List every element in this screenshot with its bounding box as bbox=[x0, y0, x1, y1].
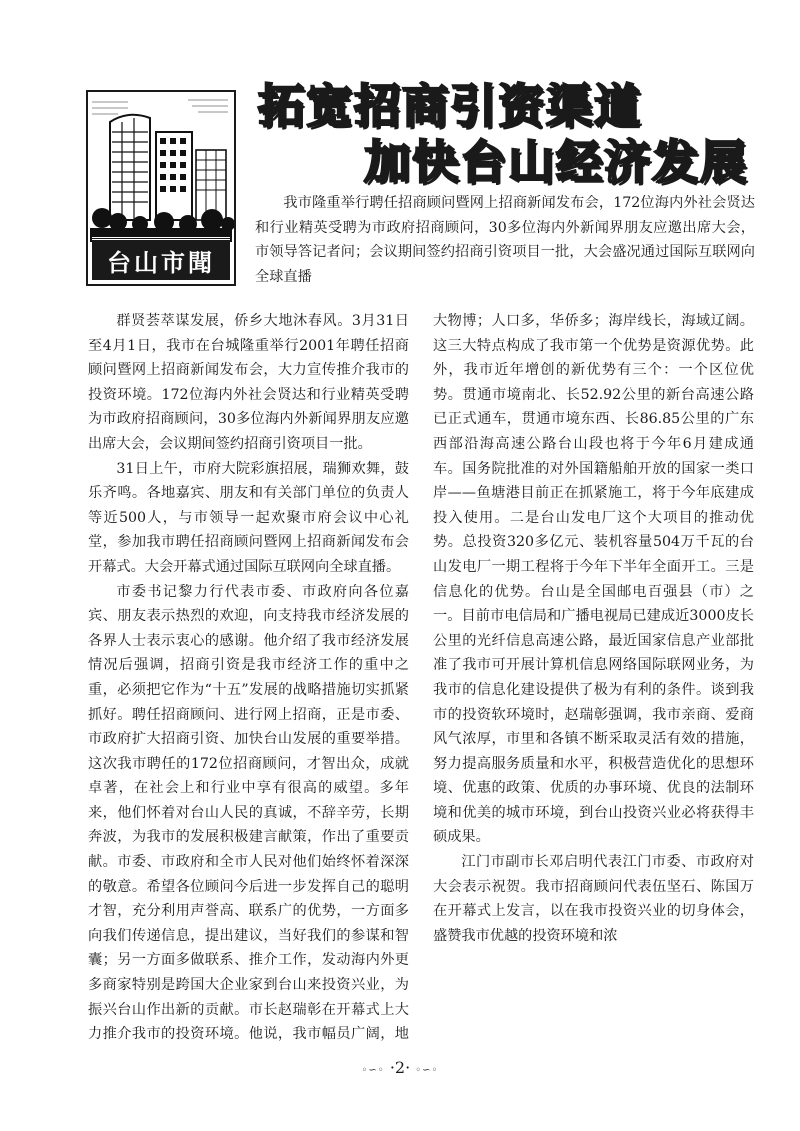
logo-label: 台山市聞 bbox=[92, 237, 230, 280]
page-ornament: ◦∽◦ bbox=[361, 1065, 385, 1076]
body-paragraph: 群贤荟萃谋发展，侨乡大地沐春风。3月31日至4月1日，我市在台城隆重举行2001年聘任招商顾问暨网上招商新闻发布会，大力宣传推介我市的投资环境。172位海内外社会贤达和行业精英受聘为市政府招商顾问，30多位海内外新闻界朋友应邀出席大会，会议期间签约招商引资项目一批。 bbox=[88, 313, 409, 452]
masthead-logo bbox=[86, 90, 236, 286]
article-body bbox=[88, 309, 754, 1061]
lead-paragraph: 我市隆重举行聘任招商顾问暨网上招商新闻发布会，172位海内外社会贤达和行业精英受聘为市政府招商顾问，30多位海内外新闻界朋友应邀出席大会，市领导答记者问；会议期间签约招商引资项目一批，大会盛况通过国际互联网向全球直播 bbox=[255, 195, 755, 285]
headline-line-1: 拓宽招商引资渠道 bbox=[258, 79, 642, 133]
body-paragraph: 31日上午，市府大院彩旗招展，瑞狮欢舞，鼓乐齐鸣。各地嘉宾、朋友和有关部门单位的负责人等近500人，与市领导一起欢聚市府会议中心礼堂，参加我市聘任招商顾问暨网上招商新闻发布会开幕式。大会开幕式通过国际互联网向全球直播。 bbox=[88, 460, 409, 575]
headline-line-2: 加快台山经济发展 bbox=[364, 135, 748, 189]
page-number: ·2· bbox=[389, 1058, 411, 1077]
article-headline bbox=[256, 78, 756, 190]
page-ornament: ◦∽◦ bbox=[415, 1065, 439, 1076]
body-paragraph: 市委书记黎力行代表市委、市政府向各位嘉宾、朋友表示热烈的欢迎，向支持我市经济发展的各界人士表示衷心的感谢。他介绍了我市经济发展情况后强调，招商引资是我市经济工作的重中之重，必须把它作为“十五”发展的战略措施切实抓紧抓好。聘任招商顾问、进行网上招商，正是市委、市政府扩大招商引资、加快台山发展的重要举措。这次我市聘任的172位招商顾问，才智出众，成就卓著，在社会上和行业中享有很高的威望。多年来，他们怀着对台山人民的真诚，不辞辛劳，长期奔波，为我市的发展积极建言献策，作出了重要贡献。市委、市政府和全市人民对他们始终怀着深深的敬意。希望各位顾问今后进一步发挥自己的聪明才智，充分利用声誉高、联系广的优势，一方面多向我们传递信息，提出建议，当好我们的参谋和智囊；另一方面多做联系、推介工作，发动海内外更多商家特别是跨国大企业家到台山来投资兴业，为振兴台山作出新的贡献。市长赵瑞彰在开幕式上大力推介我市的投资环境。他说，我市幅员广阔，地大物博；人口多，华侨多；海岸线长，海域辽阔。这三大特点构成了我市第一个优势是资源优势。此外，我市近年增创的新优势有三个：一个区位优势。贯通市境南北、长52.92公里的新台高速公路已正式通车，贯通市境东西、长86.85公里的广东西部沿海高速公路台山段也将于今年6月建成通车。国务院批准的对外国籍船舶开放的国家一类口岸——鱼塘港目前正在抓紧施工，将于今年底建成投入使用。二是台山发电厂这个大项目的推动优势。总投资320多亿元、装机容量504万千瓦的台山发电厂一期工程将于今年下半年全面开工。三是信息化的优势。台山是全国邮电百强县（市）之一。目前市电信局和广播电视局已建成近3000皮长公里的光纤信息高速公路，最近国家信息产业部批准了我市可开展计算机信息网络国际联网业务，为我市的信息化建设提供了极为有利的条件。谈到我市的投资软环境时，赵瑞彰强调，我市亲商、爱商风气浓厚，市里和各镇不断采取灵活有效的措施，努力提高服务质量和水平，积极营造优化的思想环境、优惠的政策、优质的办事环境、优良的法制环境和优美的城市环境，到台山投资兴业必将获得丰硕成果。 bbox=[88, 313, 754, 1043]
city-skyline-illustration bbox=[88, 92, 234, 242]
body-paragraph: 江门市副市长邓启明代表江门市委、市政府对大会表示祝贺。我市招商顾问代表伍坚石、陈国万在开幕式上发言，以在我市投资兴业的切身体会，盛赞我市优越的投资环境和浓 bbox=[433, 854, 754, 944]
page-footer bbox=[0, 1058, 800, 1077]
